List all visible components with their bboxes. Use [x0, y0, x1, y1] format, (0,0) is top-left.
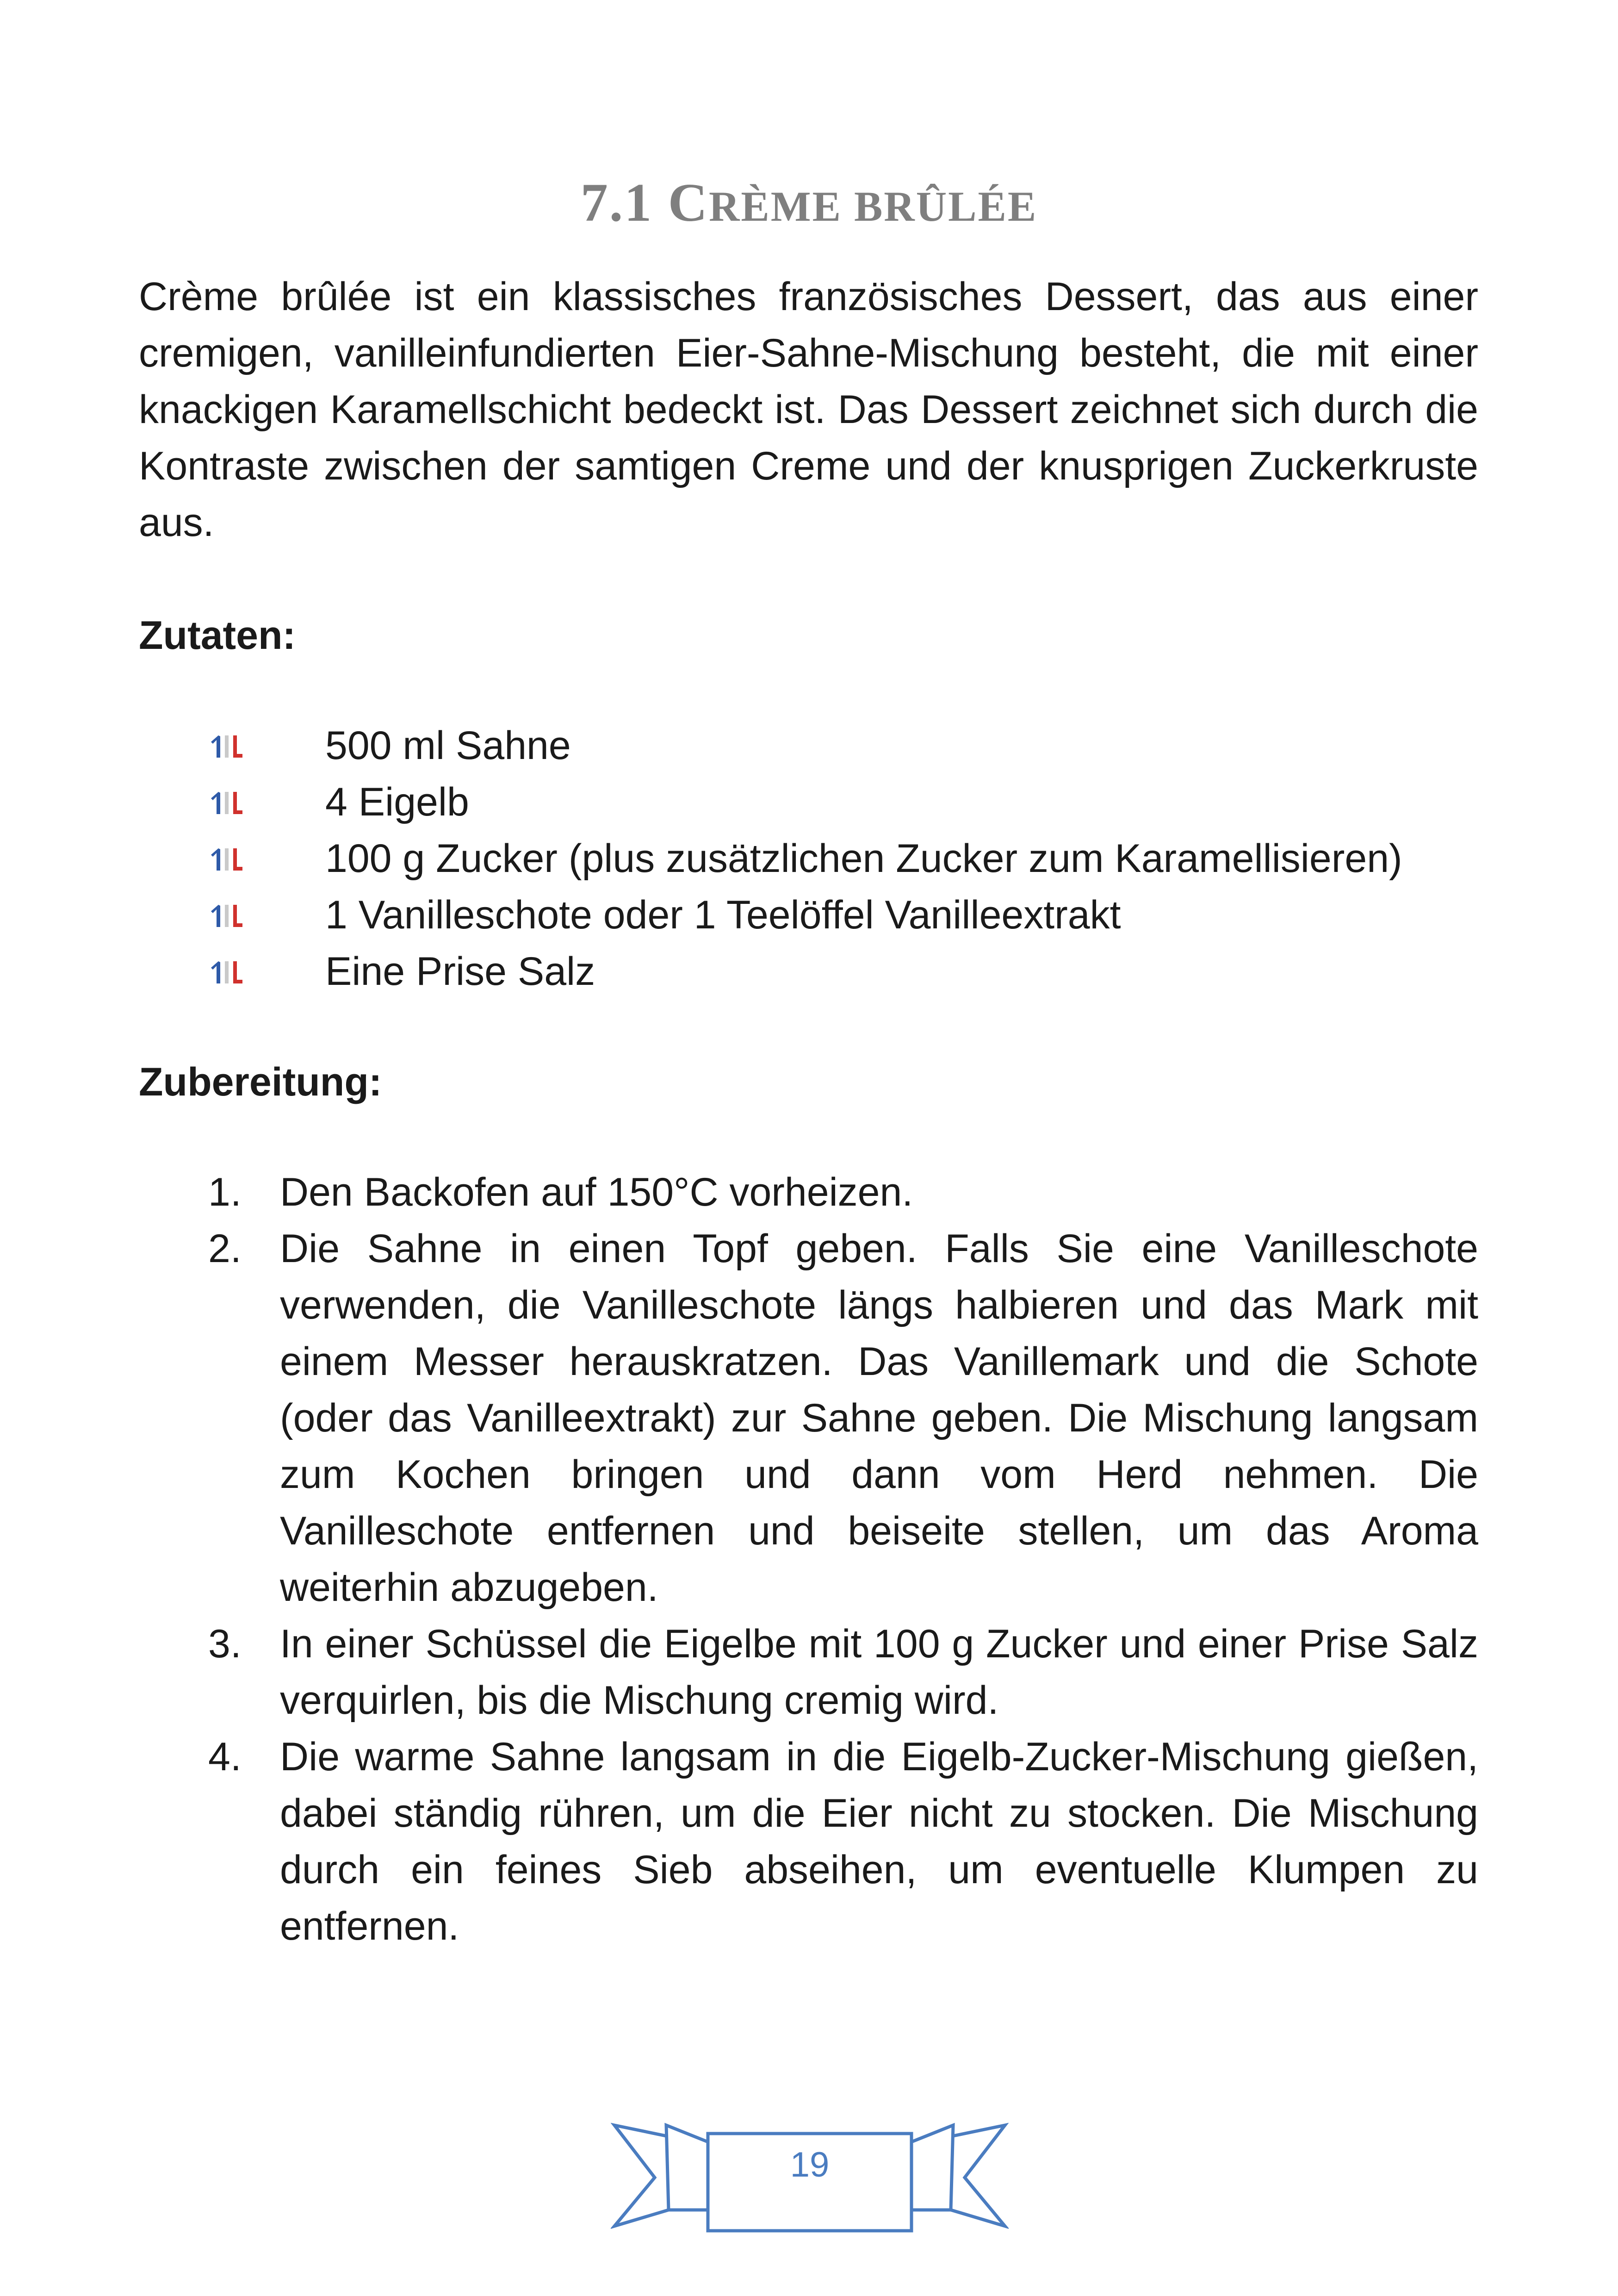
step-item — [139, 1616, 1478, 1729]
step-text: Die warme Sahne langsam in die Eigelb-Zucker-Mischung gießen, dabei ständig rühren, um die Eier nicht zu stocken. Die Mischung durch ein feines Sieb abseihen, um eventuelle Klumpen zu entfernen. — [280, 1735, 1478, 1948]
ingredients-heading: Zutaten: — [139, 613, 296, 658]
page-title — [0, 172, 1618, 233]
step-item — [139, 1220, 1478, 1616]
step-text: Die Sahne in einen Topf geben. Falls Sie eine Vanilleschote verwenden, die Vanilleschote längs halbieren und das Mark mit einem Messer herauskratzen. Das Vanillemark und die Schote (oder das Vanilleextrakt) zur Sahne geben. Die Mischung langsam zum Kochen bringen und dann vom Herd nehmen. Die Vanilleschote entfernen und beiseite stellen, um das Aroma weiterhin abzugeben. — [280, 1226, 1478, 1610]
list-item — [139, 717, 1478, 774]
ingredients-list — [139, 717, 1478, 1000]
french-flag-icon — [208, 845, 254, 872]
step-text: In einer Schüssel die Eigelbe mit 100 g Zucker und einer Prise Salz verquirlen, bis die Mischung cremig wird. — [280, 1622, 1478, 1723]
french-flag-icon — [208, 732, 254, 759]
french-flag-icon — [208, 901, 254, 929]
step-number: 1. — [208, 1170, 242, 1214]
ingredient-text: 1 Vanilleschote oder 1 Teelöffel Vanilleextrakt — [325, 892, 1121, 937]
step-number: 2. — [208, 1226, 242, 1271]
title-rest: RÈME BRÛLÉE — [708, 183, 1038, 230]
step-item — [139, 1164, 1478, 1220]
ingredient-text: Eine Prise Salz — [325, 949, 595, 994]
french-flag-icon — [208, 788, 254, 816]
preparation-heading: Zubereitung: — [139, 1060, 382, 1104]
step-number: 3. — [208, 1622, 242, 1666]
list-item — [139, 774, 1478, 830]
ingredient-text: 500 ml Sahne — [325, 723, 571, 768]
title-number: 7.1 — [580, 172, 653, 233]
ingredient-text: 4 Eigelb — [325, 779, 469, 824]
title-first-letter: C — [668, 172, 709, 233]
page-number: 19 — [790, 2145, 830, 2184]
french-flag-icon — [208, 958, 254, 985]
intro-paragraph: Crème brûlée ist ein klassisches französisches Dessert, das aus einer cremigen, vanilleinfundierten Eier-Sahne-Mischung besteht, die mit einer knackigen Karamellschicht bedeckt ist. Das Dessert zeichnet sich durch die Kontraste zwischen der samtigen Creme und der knusprigen Zuckerkruste aus. — [139, 274, 1478, 545]
step-number: 4. — [208, 1735, 242, 1779]
ingredient-text: 100 g Zucker (plus zusätzlichen Zucker zum Karamellisieren) — [325, 836, 1402, 881]
step-text: Den Backofen auf 150°C vorheizen. — [280, 1170, 913, 1214]
list-item — [139, 943, 1478, 1000]
preparation-steps — [139, 1164, 1478, 1954]
step-item — [139, 1729, 1478, 1954]
list-item — [139, 830, 1478, 887]
list-item — [139, 887, 1478, 943]
